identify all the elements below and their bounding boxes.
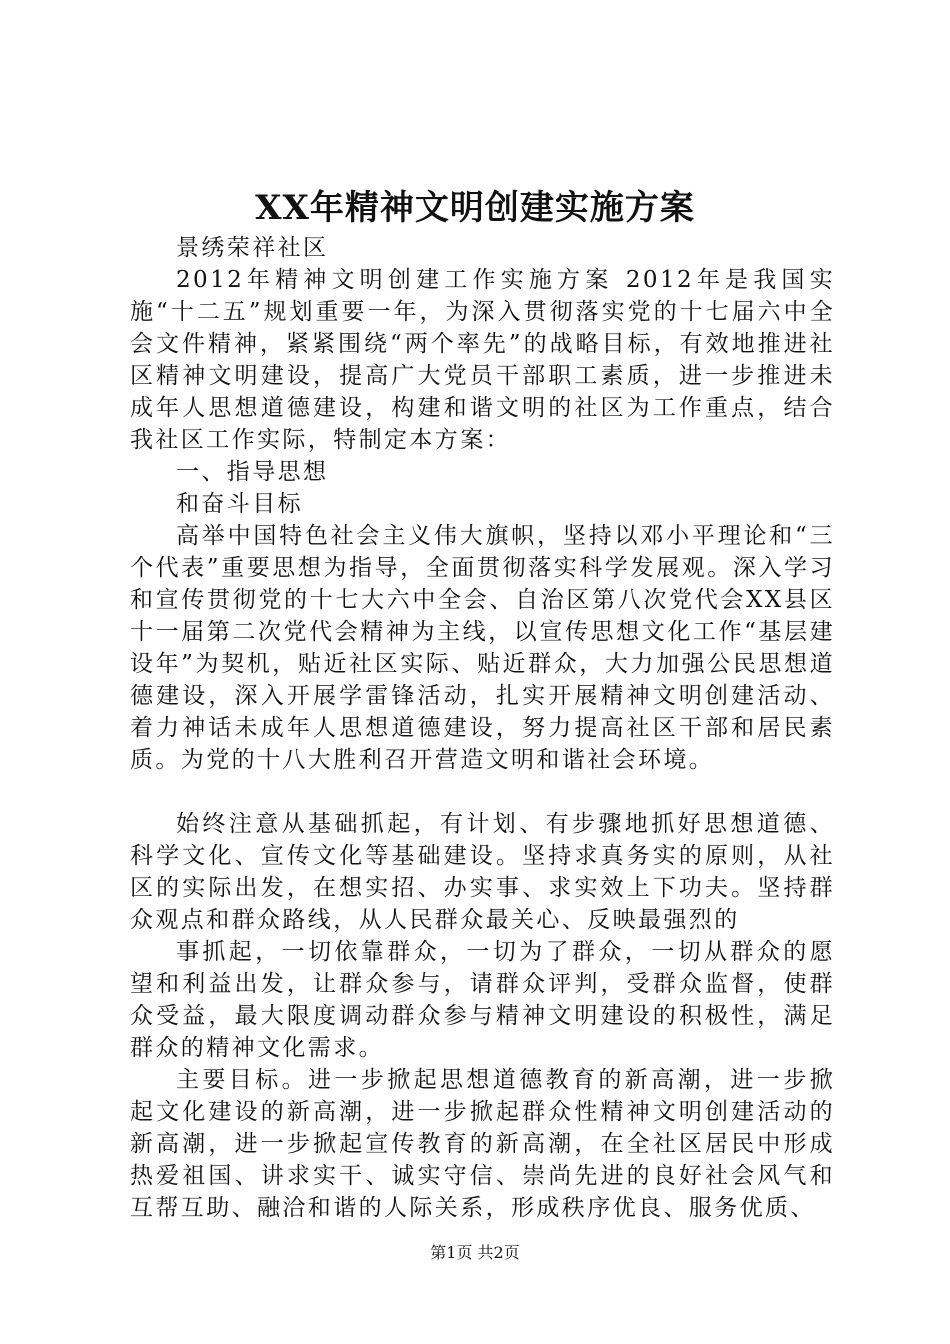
document-body [130, 232, 835, 1224]
paragraph-intro: 2012年精神文明创建工作实施方案 2012年是我国实施“十二五”规划重要一年，为深入贯彻落实党的十七届六中全会文件精神，紧紧围绕“两个率先”的战略目标，有效地推进社区精神文明建设，提高广大党员干部职工素质，进一步推进未成年人思想道德建设，构建和谐文明的社区为工作重点，结合我社区工作实际，特制定本方案： [130, 267, 835, 453]
paragraph-community-name: 景绣荣祥社区 [176, 235, 329, 261]
paragraph-foundation: 始终注意从基础抓起，有计划、有步骤地抓好思想道德、科学文化、宣传文化等基础建设。坚持求真务实的原则，从社区的实际出发，在想实招、办实事、求实效上下功夫。坚持群众观点和群众路线，从人民群众最关心、反映最强烈的 [130, 811, 835, 933]
paragraph-main-goals: 主要目标。进一步掀起思想道德教育的新高潮，进一步掀起文化建设的新高潮，进一步掀起群众性精神文明创建活动的新高潮，进一步掀起宣传教育的新高潮，在全社区居民中形成热爱祖国、讲求实干、诚实守信、崇尚先进的良好社会风气和互帮互助、融洽和谐的人际关系，形成秩序优良、服务优质、 [130, 1067, 835, 1221]
page-number: 第1页 共2页 [430, 1243, 520, 1262]
section-heading: 一、指导思想 [176, 459, 329, 485]
section-heading-continued: 和奋斗目标 [176, 491, 303, 517]
paragraph-guiding-thought: 高举中国特色社会主义伟大旗帜，坚持以邓小平理论和“三个代表”重要思想为指导，全面贯彻落实科学发展观。深入学习和宣传贯彻党的十七大六中全会、自治区第八次党代会XX县区十一届第二次党代会精神为主线，以宣传思想文化工作“基层建设年”为契机，贴近社区实际、贴近群众，大力加强公民思想道德建设，深入开展学雷锋活动，扎实开展精神文明创建活动、着力神话未成年人思想道德建设，努力提高社区干部和居民素质。为党的十八大胜利召开营造文明和谐社会环境。 [130, 523, 835, 773]
page-title: XX年精神文明创建实施方案 [255, 188, 695, 228]
paragraph-mass-line: 事抓起，一切依靠群众，一切为了群众，一切从群众的愿望和利益出发，让群众参与，请群众评判，受群众监督，使群众受益，最大限度调动群众参与精神文明建设的积极性，满足群众的精神文化需求。 [130, 939, 835, 1061]
paragraph-spacer [130, 776, 835, 808]
